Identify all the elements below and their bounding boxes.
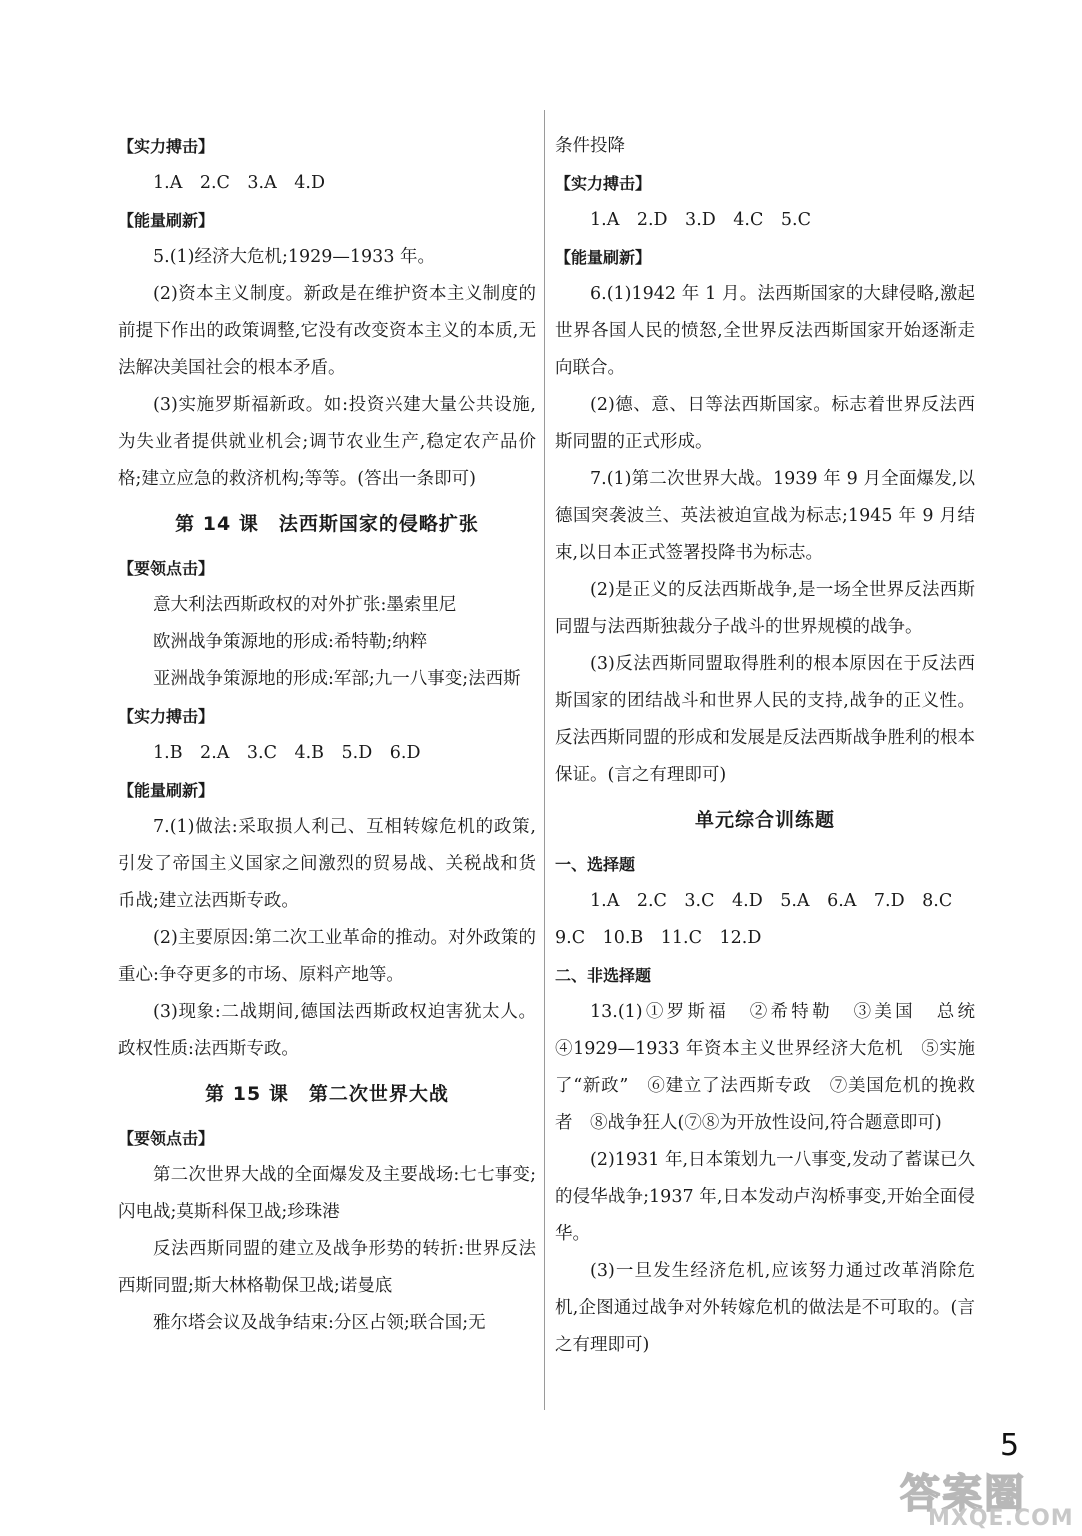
answer-paragraph: (2)德、意、日等法西斯国家。标志着世界反法西斯同盟的正式形成。 xyxy=(555,395,975,452)
answer-paragraph: (3)反法西斯同盟取得胜利的根本原因在于反法西斯国家的团结战斗和世界人民的支持,战争的正义性。反法西斯同盟的形成和发展是反法西斯战争胜利的根本保证。(言之有理即可) xyxy=(555,654,975,785)
answer-paragraph: 7.(1)做法:采取损人利己、互相转嫁危机的政策,引发了帝国主义国家之间激烈的贸易战、关税战和货币战;建立法西斯专政。 xyxy=(118,817,536,911)
answer-paragraph: (2)主要原因:第二次工业革命的推动。对外政策的重心:争夺更多的市场、原料产地等。 xyxy=(118,928,536,985)
key-point: 亚洲战争策源地的形成:军部;九一八事变;法西斯 xyxy=(153,669,521,689)
section-tag-yaoling: 【要领点击】 xyxy=(118,559,215,578)
answer-paragraph: (2)资本主义制度。新政是在维护资本主义制度的前提下作出的政策调整,它没有改变资本主义的本质,无法解决美国社会的根本矛盾。 xyxy=(118,284,536,378)
section-tag-nengliang: 【能量刷新】 xyxy=(555,248,652,267)
section-tag-shili: 【实力搏击】 xyxy=(555,174,652,193)
answer-paragraph: 13.(1)①罗斯福 ②希特勒 ③美国 总统 ④1929—1933 年资本主义世界经济大危机 ⑤实施了“新政” ⑥建立了法西斯专政 ⑦美国危机的挽救者 ⑧战争狂人(⑦⑧为开放性设问,符合题意即可) xyxy=(555,1002,993,1133)
answer-line: 1.A 2.C 3.C 4.D 5.A 6.A 7.D 8.C xyxy=(590,891,953,911)
left-column xyxy=(118,128,536,1342)
watermark-logo: 答案圈 xyxy=(900,1471,1026,1517)
key-point: 欧洲战争策源地的形成:希特勒;纳粹 xyxy=(153,632,428,652)
answer-paragraph: (3)一旦发生经济危机,应该努力通过改革消除危机,企图通过战争对外转嫁危机的做法是不可取的。(言之有理即可) xyxy=(555,1261,975,1355)
page-number: 5 xyxy=(1000,1428,1020,1463)
answer-line: 1.A 2.C 3.A 4.D xyxy=(153,173,325,193)
key-point: 雅尔塔会议及战争结束:分区占领;联合国;无 xyxy=(153,1313,486,1333)
watermark xyxy=(900,1462,1074,1532)
section-tag-yaoling: 【要领点击】 xyxy=(118,1129,215,1148)
key-point: 第二次世界大战的全面爆发及主要战场:七七事变;闪电战;莫斯科保卫战;珍珠港 xyxy=(118,1165,536,1222)
section-tag-nengliang: 【能量刷新】 xyxy=(118,781,215,800)
lesson-14-title: 第 14 课 法西斯国家的侵略扩张 xyxy=(175,513,479,535)
column-divider xyxy=(544,110,545,1410)
answer-line: 1.B 2.A 3.C 4.B 5.D 6.D xyxy=(153,743,421,763)
right-column xyxy=(555,128,993,1364)
key-point: 反法西斯同盟的建立及战争形势的转折:世界反法西斯同盟;斯大林格勒保卫战;诺曼底 xyxy=(118,1239,536,1296)
section-tag-shili: 【实力搏击】 xyxy=(118,707,215,726)
unit-review-title: 单元综合训练题 xyxy=(694,809,835,831)
answer-paragraph: 7.(1)第二次世界大战。1939 年 9 月全面爆发,以德国突袭波兰、英法被迫宣战为标志;1945 年 9 月结束,以日本正式签署投降书为标志。 xyxy=(555,469,975,563)
continued-text: 条件投降 xyxy=(555,136,625,156)
lesson-15-title: 第 15 课 第二次世界大战 xyxy=(205,1083,449,1105)
answer-paragraph: (3)现象:二战期间,德国法西斯政权迫害犹太人。政权性质:法西斯专政。 xyxy=(118,1002,536,1059)
answer-paragraph: (2)1931 年,日本策划九一八事变,发动了蓄谋已久的侵华战争;1937 年,日本发动卢沟桥事变,开始全面侵华。 xyxy=(555,1150,975,1244)
answer-paragraph: (2)是正义的反法西斯战争,是一场全世界反法西斯同盟与法西斯独裁分子战斗的世界规模的战争。 xyxy=(555,580,975,637)
answer-paragraph: 6.(1)1942 年 1 月。法西斯国家的大肆侵略,激起世界各国人民的愤怒,全世界反法西斯国家开始逐渐走向联合。 xyxy=(555,284,975,378)
watermark-url: MXQE.COM xyxy=(928,1506,1074,1531)
section-heading-nonchoice: 二、非选择题 xyxy=(555,966,652,985)
answer-line: 9.C 10.B 11.C 12.D xyxy=(555,928,762,948)
answer-paragraph: 5.(1)经济大危机;1929—1933 年。 xyxy=(153,247,436,267)
section-tag-shili: 【实力搏击】 xyxy=(118,137,215,156)
section-heading-choice: 一、选择题 xyxy=(555,855,636,874)
key-point: 意大利法西斯政权的对外扩张:墨索里尼 xyxy=(153,595,457,615)
answer-paragraph: (3)实施罗斯福新政。如:投资兴建大量公共设施,为失业者提供就业机会;调节农业生产,稳定农产品价格;建立应急的救济机构;等等。(答出一条即可) xyxy=(118,395,536,489)
section-tag-nengliang: 【能量刷新】 xyxy=(118,211,215,230)
answer-line: 1.A 2.D 3.D 4.C 5.C xyxy=(590,210,811,230)
